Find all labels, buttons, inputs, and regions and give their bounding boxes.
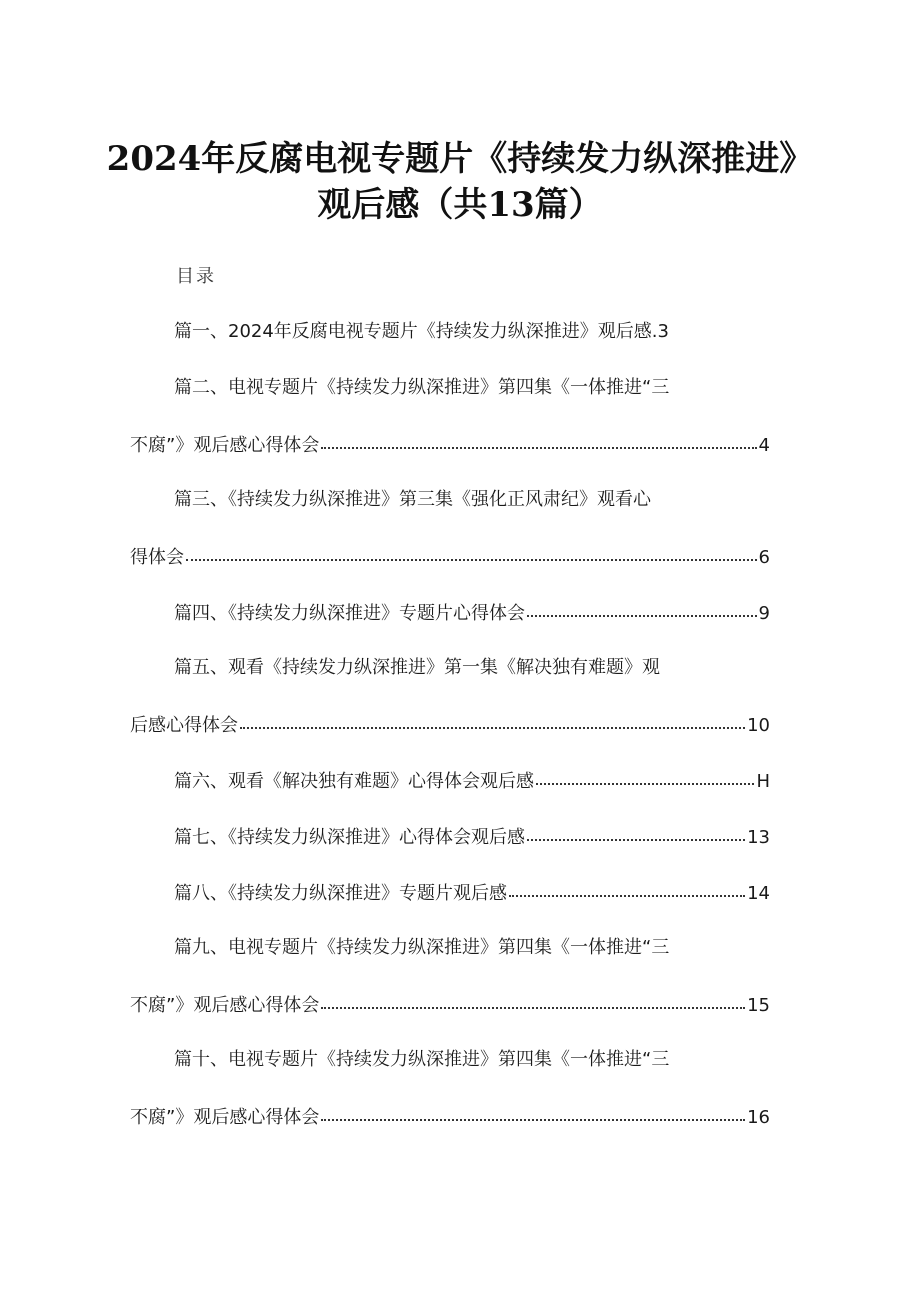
toc-entry-text: 篇九、电视专题片《持续发力纵深推进》第四集《一体推进“三 — [174, 937, 670, 958]
toc-entry-5[interactable] — [174, 655, 770, 681]
toc-leader-dots — [321, 1101, 745, 1121]
toc-entry-text: 得体会 — [130, 547, 184, 568]
toc-entry-text: 篇三、《持续发力纵深推进》第三集《强化正风肃纪》观看心 — [174, 489, 651, 510]
toc-page-number: 4 — [758, 435, 770, 456]
toc-entry-text: 不腐”》观后感心得体会 — [130, 995, 320, 1016]
toc-leader-dots — [186, 541, 757, 561]
toc-page-number: 6 — [758, 547, 770, 568]
toc-entry-text: 篇十、电视专题片《持续发力纵深推进》第四集《一体推进“三 — [174, 1049, 670, 1070]
toc-entry-text: 篇四、《持续发力纵深推进》专题片心得体会 — [174, 603, 525, 624]
toc-entry-text: 篇八、《持续发力纵深推进》专题片观后感 — [174, 883, 507, 904]
toc-entry-1[interactable] — [174, 319, 770, 345]
toc-page-number: 10 — [747, 715, 770, 736]
toc-entry-6[interactable] — [174, 767, 770, 795]
toc-entry-10-continued[interactable] — [130, 1103, 770, 1131]
toc-entry-2[interactable] — [174, 375, 770, 401]
toc-page-number: 9 — [758, 603, 770, 624]
toc-leader-dots — [527, 597, 757, 617]
toc-entry-9[interactable] — [174, 935, 770, 961]
toc-page-number: H — [756, 771, 770, 792]
toc-entry-text: 篇二、电视专题片《持续发力纵深推进》第四集《一体推进“三 — [174, 377, 670, 398]
toc-leader-dots — [240, 709, 745, 729]
toc-entry-text: 篇七、《持续发力纵深推进》心得体会观后感 — [174, 827, 525, 848]
toc-leader-dots — [509, 877, 745, 897]
toc-leader-dots — [321, 429, 756, 449]
toc-entry-4[interactable] — [174, 599, 770, 627]
toc-entry-text: 后感心得体会 — [130, 715, 238, 736]
toc-entry-3[interactable] — [174, 487, 770, 513]
toc-leader-dots — [321, 989, 745, 1009]
toc-entry-text: 篇五、观看《持续发力纵深推进》第一集《解决独有难题》观 — [174, 657, 660, 678]
toc-entry-text: 篇一、2024年反腐电视专题片《持续发力纵深推进》观后感.3 — [174, 321, 669, 342]
toc-entry-text: 不腐”》观后感心得体会 — [130, 435, 320, 456]
toc-entry-10[interactable] — [174, 1047, 770, 1073]
toc-entry-8[interactable] — [174, 879, 770, 907]
toc-leader-dots — [527, 821, 745, 841]
document-title-line-2: 观后感（共13篇） — [317, 185, 603, 225]
toc-entry-9-continued[interactable] — [130, 991, 770, 1019]
toc-heading: 目录 — [176, 266, 216, 287]
toc-entry-3-continued[interactable] — [130, 543, 770, 571]
toc-page-number: 14 — [747, 883, 770, 904]
toc-entry-5-continued[interactable] — [130, 711, 770, 739]
toc-entry-2-continued[interactable] — [130, 431, 770, 459]
toc-page-number: 16 — [747, 1107, 770, 1128]
toc-page-number: 15 — [747, 995, 770, 1016]
toc-leader-dots — [536, 765, 754, 785]
toc-entry-text: 不腐”》观后感心得体会 — [130, 1107, 320, 1128]
toc-page-number: 13 — [747, 827, 770, 848]
document-title-line-1: 2024年反腐电视专题片《持续发力纵深推进》 — [106, 139, 814, 179]
toc-entry-7[interactable] — [174, 823, 770, 851]
toc-entry-text: 篇六、观看《解决独有难题》心得体会观后感 — [174, 771, 534, 792]
